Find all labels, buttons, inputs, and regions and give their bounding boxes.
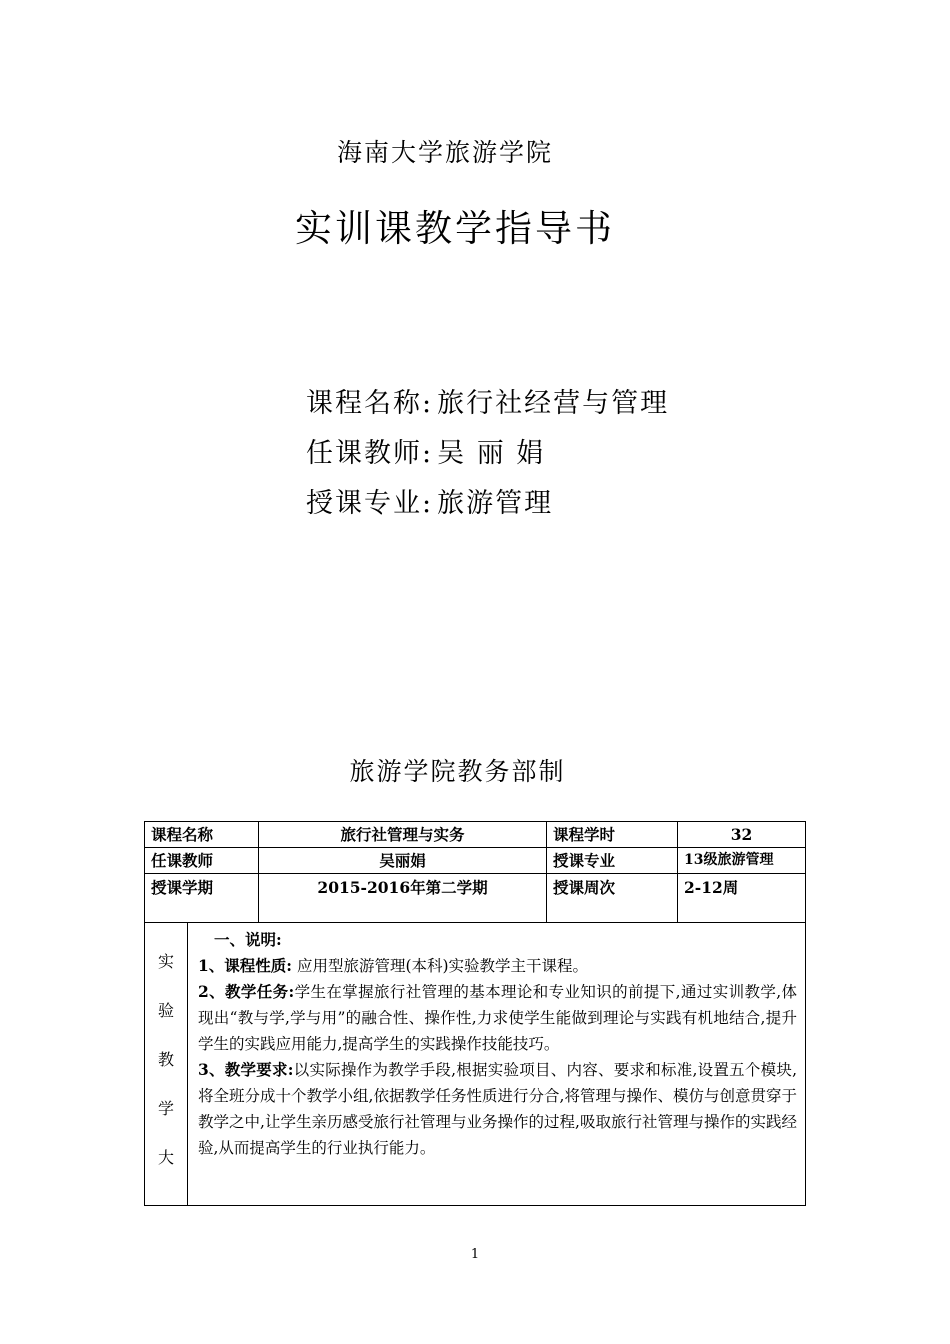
table-row: [145, 848, 806, 874]
course-name-cell-label: 课程名称: [145, 822, 259, 848]
major-line: [306, 481, 553, 520]
teacher-cell-value: 吴丽娟: [259, 848, 547, 874]
major-value: 旅游管理: [437, 488, 554, 519]
course-hours-label: 课程学时: [547, 822, 678, 848]
course-info-table: [144, 821, 806, 1206]
major-cell-label: 授课专业: [547, 848, 678, 874]
side-char: 验: [157, 1001, 174, 1020]
section-heading: 一、说明:: [214, 930, 282, 949]
weeks-cell-value: 2-12周: [678, 874, 806, 923]
item2-label: 2、教学任务:: [198, 982, 295, 1001]
major-cell-value: 13级旅游管理: [678, 848, 806, 874]
term-cell-label: 授课学期: [145, 874, 259, 923]
teacher-label: 任课教师:: [306, 438, 434, 469]
instructions-cell: [188, 923, 806, 1206]
page-number: 1: [470, 1247, 480, 1262]
side-char: 大: [157, 1148, 174, 1167]
side-char: 实: [157, 952, 174, 971]
table-row: [145, 923, 806, 1206]
item3-text: 以实际操作为教学手段,根据实验项目、内容、要求和标准,设置五个模块,将全班分成十个教学小组,依据教学任务性质进行分合,将管理与操作、模仿与创意贯穿于教学之中,让学生亲历感受旅行社管理与业务操作的过程,吸取旅行社管理与操作的实践经验,从而提高学生的行业执行能力。: [198, 1061, 798, 1157]
course-name-label: 课程名称:: [306, 388, 434, 419]
table-row: [145, 822, 806, 848]
item1-label: 1、课程性质:: [198, 956, 293, 975]
university-name: 海南大学旅游学院: [336, 138, 553, 167]
course-name-cell-value: 旅行社管理与实务: [259, 822, 547, 848]
document-title: 实训课教学指导书: [295, 207, 615, 250]
weeks-cell-label: 授课周次: [547, 874, 678, 923]
issuer: 旅游学院教务部制: [349, 757, 566, 786]
term-cell-value: 2015-2016年第二学期: [259, 874, 547, 923]
item1-text: 应用型旅游管理(本科)实验教学主干课程。: [292, 957, 589, 975]
course-name-value: 旅行社经营与管理: [437, 388, 670, 419]
course-name-line: [306, 381, 669, 420]
major-label: 授课专业:: [306, 488, 434, 519]
side-char: 教: [157, 1050, 174, 1069]
side-vertical-label: [145, 923, 188, 1206]
side-char: 学: [157, 1099, 174, 1118]
item2-text: 学生在掌握旅行社管理的基本理论和专业知识的前提下,通过实训教学,体现出“教与学,学与用”的融合性、操作性,力求使学生能做到理论与实践有机地结合,提升学生的实践应用能力,提高学生的实践操作技能技巧。: [198, 983, 798, 1053]
teacher-value: 吴 丽 娟: [437, 438, 546, 469]
item3-label: 3、教学要求:: [198, 1060, 294, 1079]
course-hours-value: 32: [678, 822, 806, 848]
teacher-cell-label: 任课教师: [145, 848, 259, 874]
teacher-line: [306, 431, 545, 470]
table-row: [145, 874, 806, 923]
